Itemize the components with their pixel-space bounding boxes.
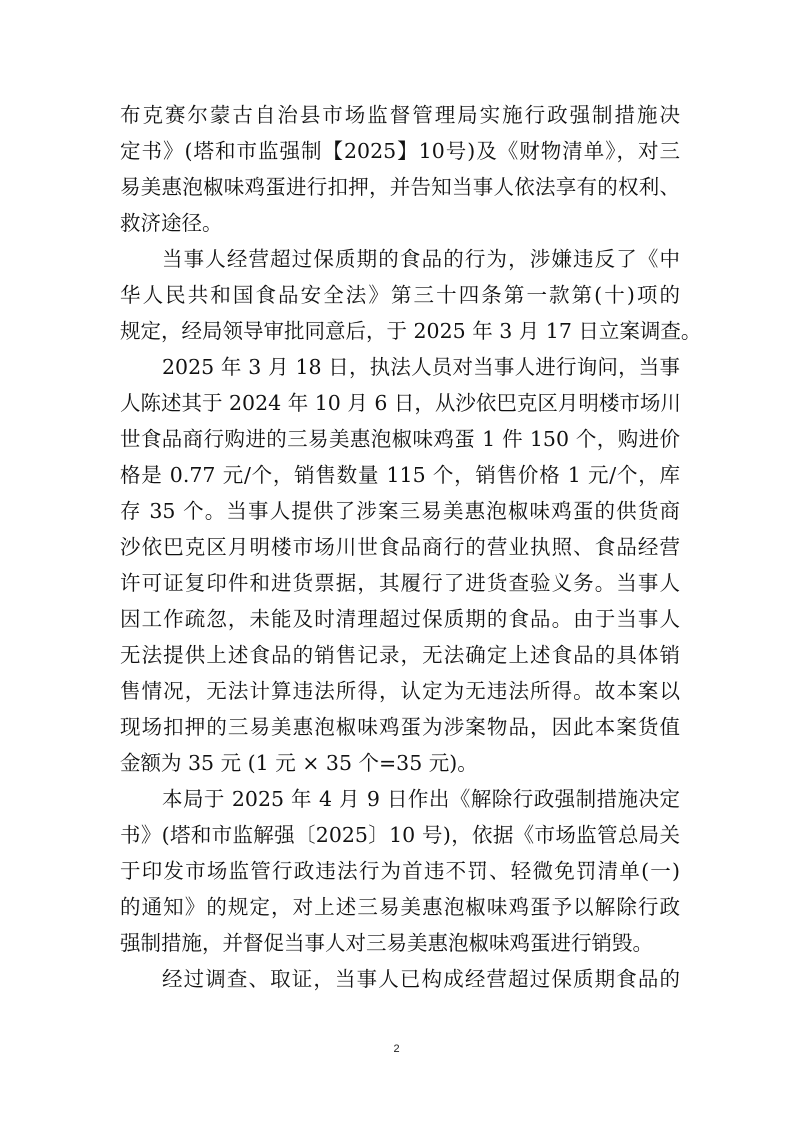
paragraph-3-line-9: 无法提供上述食品的销售记录，无法确定上述食品的具体销 xyxy=(120,643,680,667)
paragraph-1-line-1: 布克赛尔蒙古自治县市场监督管理局实施行政强制措施决 xyxy=(120,103,680,127)
paragraph-1-line-4: 救济途径。 xyxy=(120,211,223,235)
paragraph-3-line-7: 许可证复印件和进货票据，其履行了进货查验义务。当事人 xyxy=(120,571,680,595)
paragraph-2-line-1: 当事人经营超过保质期的食品的行为，涉嫌违反了《中 xyxy=(162,247,680,271)
paragraph-4-line-1: 本局于 2025 年 4 月 9 日作出《解除行政强制措施决定 xyxy=(162,787,680,811)
paragraph-3-line-3: 世食品商行购进的三易美惠泡椒味鸡蛋 1 件 150 个，购进价 xyxy=(120,427,680,451)
paragraph-3-line-12: 金额为 35 元 (1 元 × 35 个=35 元)。 xyxy=(120,751,478,775)
paragraph-3-line-8: 因工作疏忽，未能及时清理超过保质期的食品。由于当事人 xyxy=(120,607,680,631)
paragraph-3-line-1: 2025 年 3 月 18 日，执法人员对当事人进行询问，当事 xyxy=(162,355,680,379)
paragraph-3-line-4: 格是 0.77 元/个，销售数量 115 个，销售价格 1 元/个，库 xyxy=(120,463,680,487)
paragraph-1-line-3: 易美惠泡椒味鸡蛋进行扣押，并告知当事人依法享有的权利、 xyxy=(120,175,680,199)
paragraph-4-line-5: 强制措施，并督促当事人对三易美惠泡椒味鸡蛋进行销毁。 xyxy=(120,931,653,955)
paragraph-3-line-11: 现场扣押的三易美惠泡椒味鸡蛋为涉案物品，因此本案货值 xyxy=(120,715,680,739)
paragraph-1-line-2: 定书》(塔和市监强制【2025】10号)及《财物清单》，对三 xyxy=(120,139,680,163)
page-number: 2 xyxy=(393,1043,400,1055)
paragraph-4-line-2: 书》(塔和市监解强〔2025〕10 号)，依据《市场监管总局关 xyxy=(120,823,680,847)
paragraph-4-line-3: 于印发市场监管行政违法行为首违不罚、轻微免罚清单(一) xyxy=(120,859,680,883)
paragraph-4-line-4: 的通知》的规定，对上述三易美惠泡椒味鸡蛋予以解除行政 xyxy=(120,895,680,919)
paragraph-3-line-10: 售情况，无法计算违法所得，认定为无违法所得。故本案以 xyxy=(120,679,680,703)
paragraph-3-line-5: 存 35 个。当事人提供了涉案三易美惠泡椒味鸡蛋的供货商 xyxy=(120,499,680,523)
paragraph-3-line-2: 人陈述其于 2024 年 10 月 6 日，从沙依巴克区月明楼市场川 xyxy=(120,391,681,415)
paragraph-2-line-2: 华人民共和国食品安全法》第三十四条第一款第(十)项的 xyxy=(120,283,680,307)
paragraph-2-line-3: 规定，经局领导审批同意后，于 2025 年 3 月 17 日立案调查。 xyxy=(120,319,702,343)
paragraph-5-line-1: 经过调查、取证，当事人已构成经营超过保质期食品的 xyxy=(162,967,680,991)
paragraph-3-line-6: 沙依巴克区月明楼市场川世食品商行的营业执照、食品经营 xyxy=(120,535,680,559)
